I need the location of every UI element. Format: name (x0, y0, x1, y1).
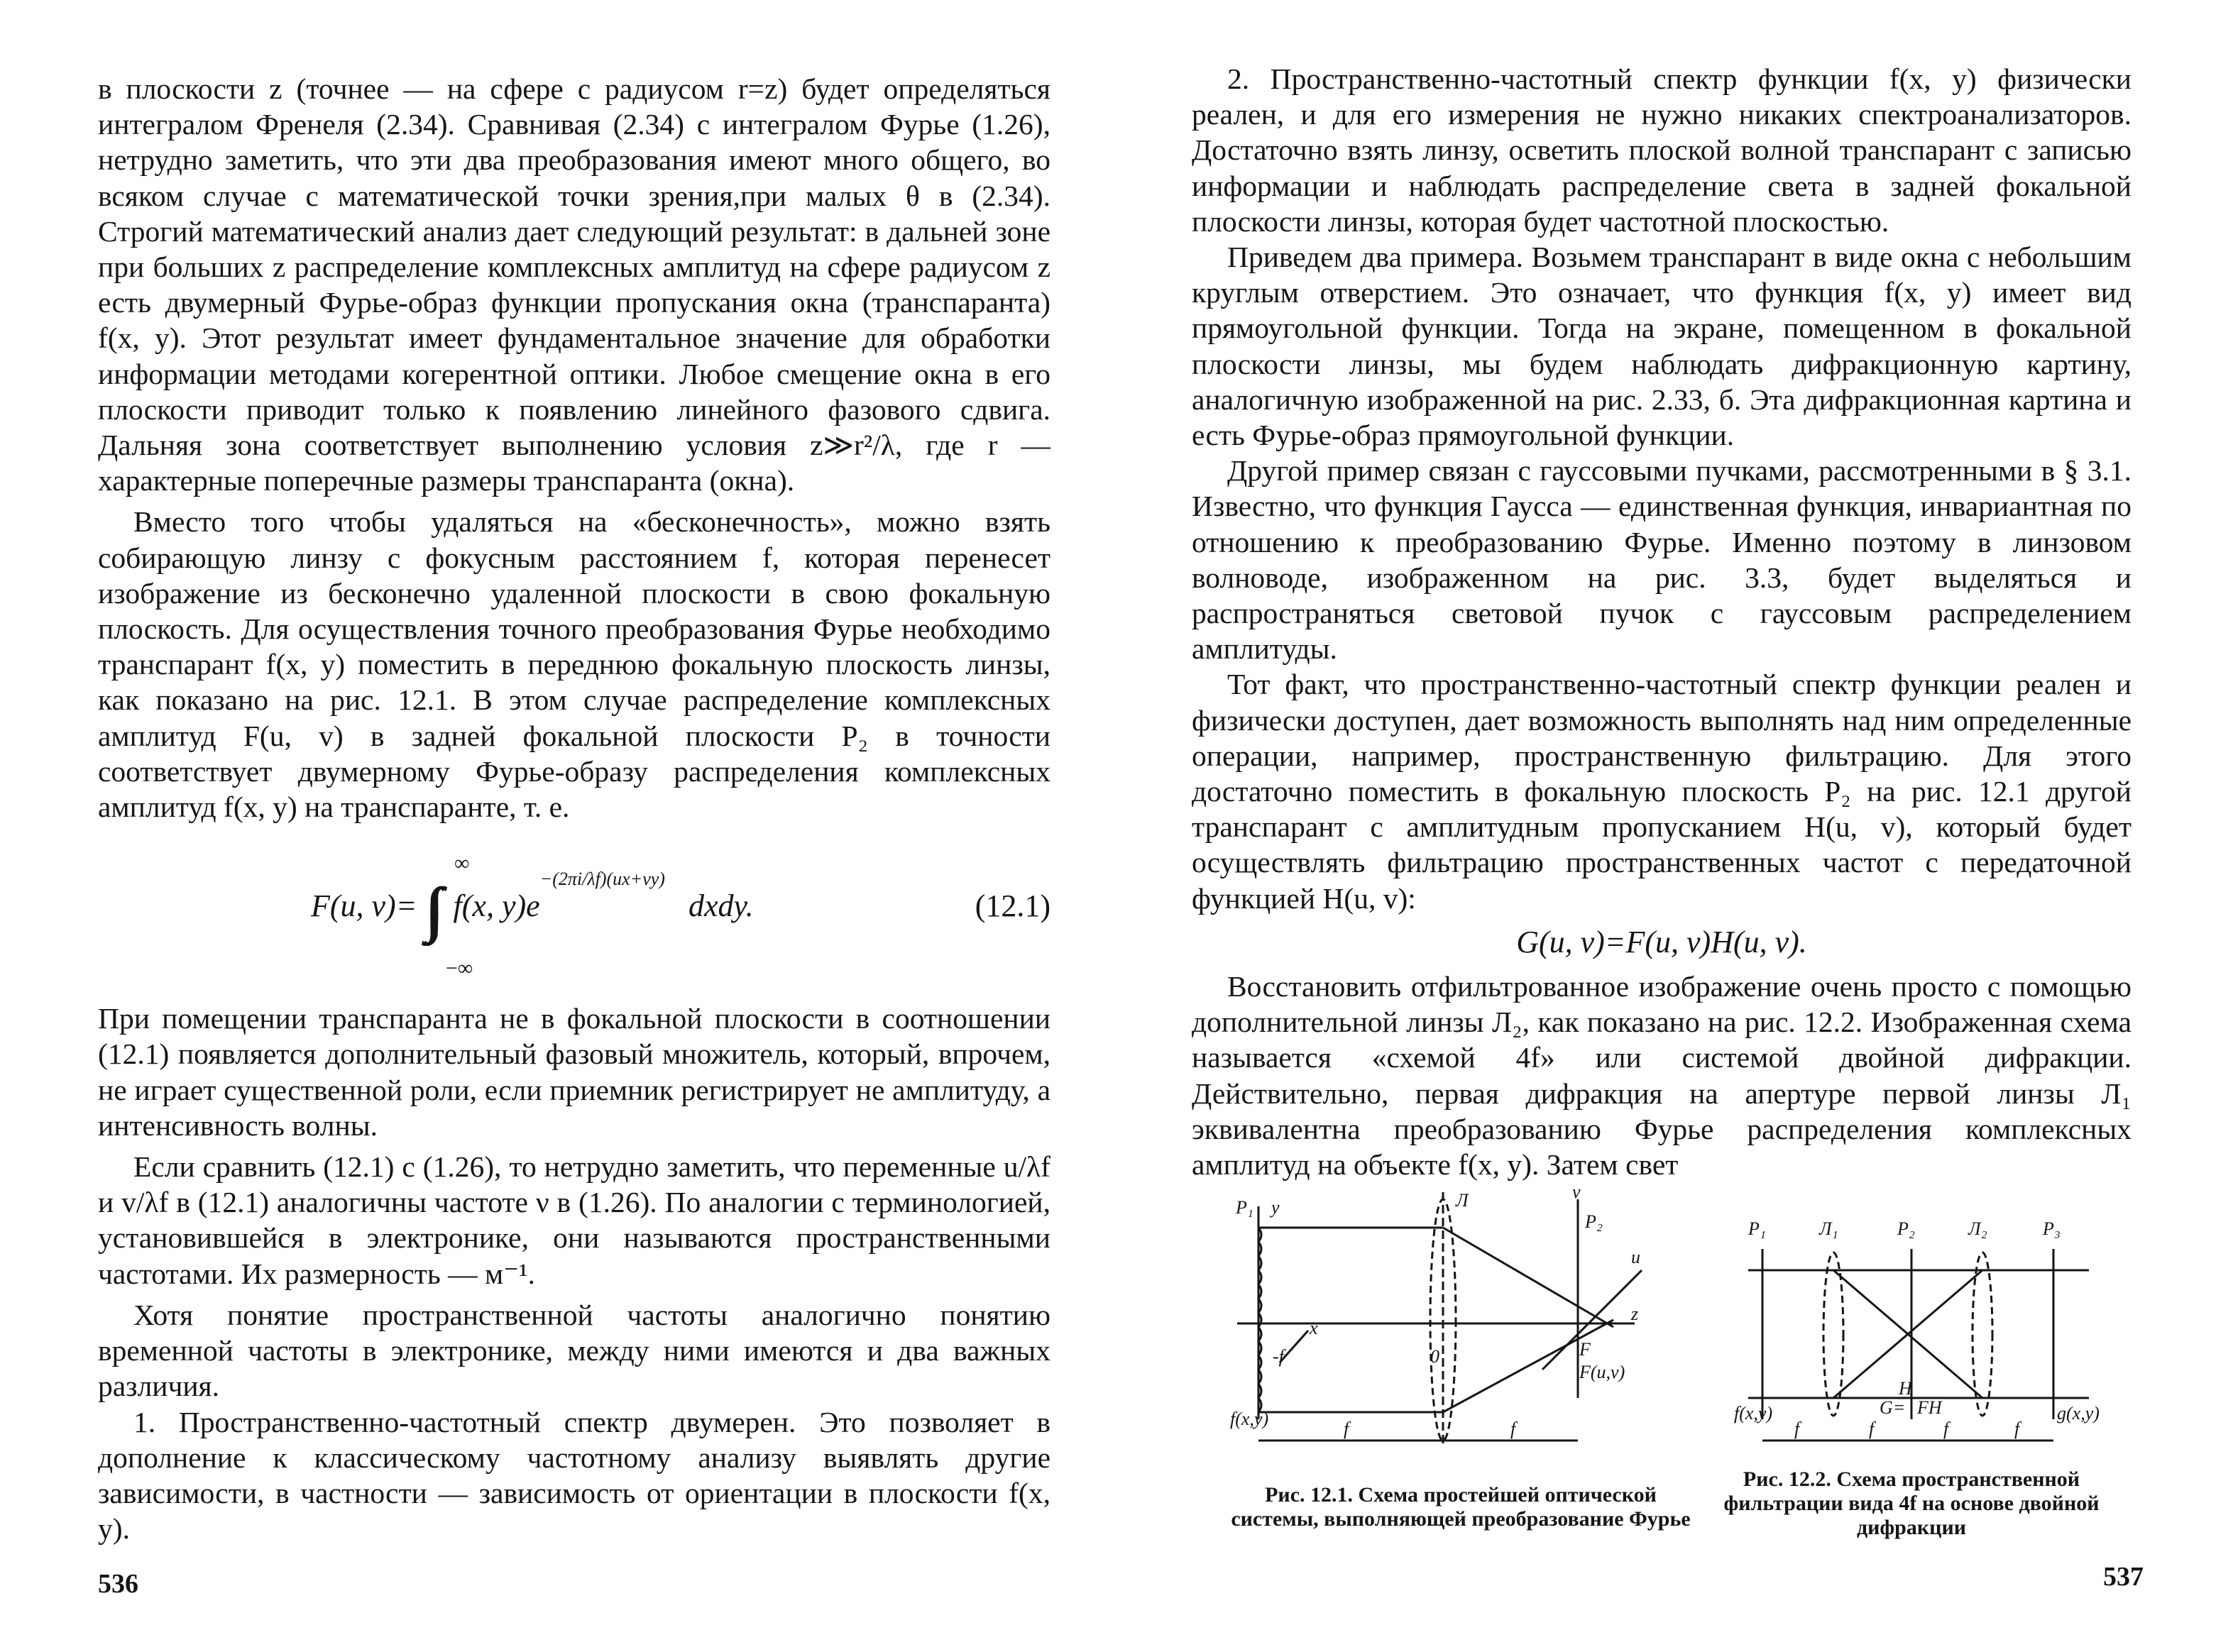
figure-12-2-caption: Рис. 12.2. Схема пространственной фильтрации вида 4f на основе двойной дифракции (1723, 1467, 2100, 1539)
label-p3: P₃ (2043, 1218, 2061, 1239)
label-f4: f (2014, 1419, 2020, 1439)
equation-filter: G(u, v)=F(u, v)H(u, v). (1516, 924, 1807, 959)
label-origin: 0 (1430, 1346, 1439, 1367)
u-axis (1542, 1270, 1642, 1370)
left-text-column (98, 71, 1050, 1546)
paragraph: 1. Пространственно-частотный спектр двумерен. Это позволяет в дополнение к классическому частотному анализу выявлять другие зависимости, в частности — зависимость от ориентации в плоскости f(x, y). (98, 1405, 1050, 1546)
label-g-eq: G= (1880, 1397, 1906, 1418)
label-p2: P₂ (1897, 1218, 1915, 1239)
x-axis (1280, 1331, 1308, 1362)
eq-lhs: F(u, v)= (311, 888, 417, 924)
paragraph: Если сравнить (12.1) с (1.26), то нетрудно заметить, что переменные u/λf и v/λf в (12.1) аналогичны частоте ν в (1.26). По аналогии с терминологией, установившейся в электронике, они называются пространственными частотами. Их размерность — м⁻¹. (98, 1150, 1050, 1290)
paragraph: Вместо того чтобы удаляться на «бесконечность», можно взять собирающую линзу с фокусным расстоянием f, которая перенесет изображение из бесконечно удаленной плоскости в свою фокальную плоскость. Для осуществления точного преобразования Фурье необходимо транспарант f(x, y) поместить в переднюю фокальную плоскость линзы, как показано на рис. 12.1. В этом случае распределение комплексных амплитуд F(u, v) в задней фокальной плоскости P₂ в точности соответствует двумерному Фурье-образу распределения комплексных амплитуд f(x, y) на транспаранте, т. е. (98, 505, 1050, 824)
label-f-right: f (1510, 1419, 1516, 1439)
eq-lower-limit: −∞ (446, 957, 473, 981)
label-u: u (1631, 1247, 1640, 1267)
label-fxy: f(x,y) (1230, 1409, 1269, 1429)
eq-upper-limit: ∞ (454, 852, 470, 876)
label-y: y (1271, 1197, 1280, 1218)
label-fxy: f(x,y) (1734, 1403, 1773, 1424)
label-p1: P₁ (1748, 1218, 1766, 1239)
double-integral-sign: ∫∫ (424, 875, 430, 944)
eq-exponent: −(2πi/λf)(ux+vy) (539, 869, 665, 890)
label-f-point: F (1579, 1339, 1591, 1360)
paragraph: Приведем два примера. Возьмем транспарант в виде окна с небольшим круглым отверстием. Это означает, что функция f(x, y) имеет вид прямоугольной функции. Тогда на экране, помещенном в фокальной плоскости линзы, мы будем наблюдать дифракционную картину, аналогичную изображенной на рис. 2.33, б. Эта дифракционная картина и есть Фурье-образ прямоугольной функции. (1192, 241, 2132, 452)
label-p1: P₁ (1236, 1197, 1253, 1218)
label-lens: Л (1456, 1190, 1469, 1211)
label-f2: f (1869, 1419, 1875, 1439)
label-gxy: g(x,y) (2057, 1403, 2100, 1424)
page-number: 537 (2103, 1562, 2144, 1592)
paragraph: Другой пример связан с гауссовыми пучками, рассмотренными в § 3.1. Известно, что функция Гаусса — единственная функция, инвариантная по отношению к преобразованию Фурье. Именно поэтому в линзовом волноводе, изображенном на рис. 3.3, будет выделяться и распространяться световой пучок с гауссовым распределением амплитуды. (1192, 454, 2132, 666)
label-fuv: F(u,v) (1579, 1362, 1625, 1382)
right-page (1116, 0, 2233, 1652)
label-v: v (1572, 1185, 1581, 1202)
paragraph: Хотя понятие пространственной частоты аналогично понятию временной частоты в электронике, между ними имеются и два важных различия. (98, 1298, 1050, 1403)
paragraph: Восстановить отфильтрованное изображение очень просто с помощью дополнительной линзы Л₂, как показано на рис. 12.2. Изображенная схема называется «схемой 4f» или системой двойной дифракции. Действительно, первая дифракция на апертуре первой линзы Л₁ эквивалентна преобразованию Фурье распределения комплексных амплитуд на объекте f(x, y). Затем свет (1192, 970, 2132, 1182)
page-number: 536 (98, 1569, 138, 1599)
figure-12-1-caption: Рис. 12.1. Схема простейшей оптической системы, выполняющей преобразование Фурье (1231, 1483, 1691, 1531)
paragraph: в плоскости z (точнее — на сфере с радиусом r=z) будет определяться интегралом Френеля (2.34). Сравнивая (2.34) с интегралом Фурье (1.26), нетрудно заметить, что эти два преобразования имеют много общего, во всяком случае с математической точки зрения,при малых θ в (2.34). Строгий математический анализ дает следующий результат: в дальней зоне при больших z распределение комплексных амплитуд на сфере радиусом z есть двумерный Фурье-образ функции пропускания окна (транспаранта) f(x, y). Этот результат имеет фундаментальное значение для обработки информации методами когерентной оптики. Любое смещение окна в его плоскости приводит только к появлению линейного фазового сдвига. Дальняя зона соответствует выполнению условия z≫r²/λ, где r — характерные поперечные размеры транспаранта (окна). (98, 72, 1050, 497)
equation-12-1 (98, 844, 1050, 979)
right-text-column (1192, 61, 2132, 1182)
eq-number: (12.1) (975, 888, 1050, 924)
label-x: x (1310, 1318, 1318, 1338)
label-l1: Л₁ (1819, 1218, 1838, 1239)
paragraph: При помещении транспаранта не в фокальной плоскости в соотношении (12.1) появляется дополнительный фазовый множитель, который, впрочем, не играет существенной роли, если приемник регистрирует не амплитуду, а интенсивность волны. (98, 1002, 1050, 1142)
label-minus-f: -f (1273, 1346, 1284, 1367)
label-fh: FH (1917, 1397, 1942, 1418)
ray-top-converge (1443, 1228, 1613, 1327)
label-f1: f (1794, 1419, 1800, 1439)
label-f3: f (1943, 1419, 1949, 1439)
figure-12-2-diagram (1734, 1206, 2103, 1476)
label-p2: P₂ (1585, 1211, 1603, 1232)
figure-12-1-diagram (1230, 1185, 1656, 1483)
paragraph: 2. Пространственно-частотный спектр функции f(x, y) физически реален, и для его измерения не нужно никаких спектроанализаторов. Достаточно взять линзу, осветить плоской волной транспарант с записью информации и наблюдать распределение света в задней фокальной плоскости линзы, которая будет частотной плоскостью. (1192, 62, 2132, 238)
lens-l1 (1823, 1252, 1843, 1416)
left-page (0, 0, 1116, 1652)
label-h: H (1899, 1378, 1912, 1399)
eq-integrand: f(x, y)e (453, 888, 540, 924)
label-l2: Л₂ (1968, 1218, 1987, 1239)
label-z: z (1631, 1304, 1639, 1324)
label-f-left: f (1344, 1419, 1349, 1439)
paragraph: Тот факт, что пространственно-частотный спектр функции реален и физически доступен, дает возможность выполнять над ним определенные операции, например, пространственную фильтрацию. Для этого достаточно поместить в фокальную плоскость P₂ на рис. 12.1 другой транспарант с амплитудным пропусканием H(u, v), который будет осуществлять фильтрацию пространственных частот с передаточной функцией H(u, v): (1192, 668, 2132, 915)
eq-differential: dxdy. (688, 888, 754, 924)
